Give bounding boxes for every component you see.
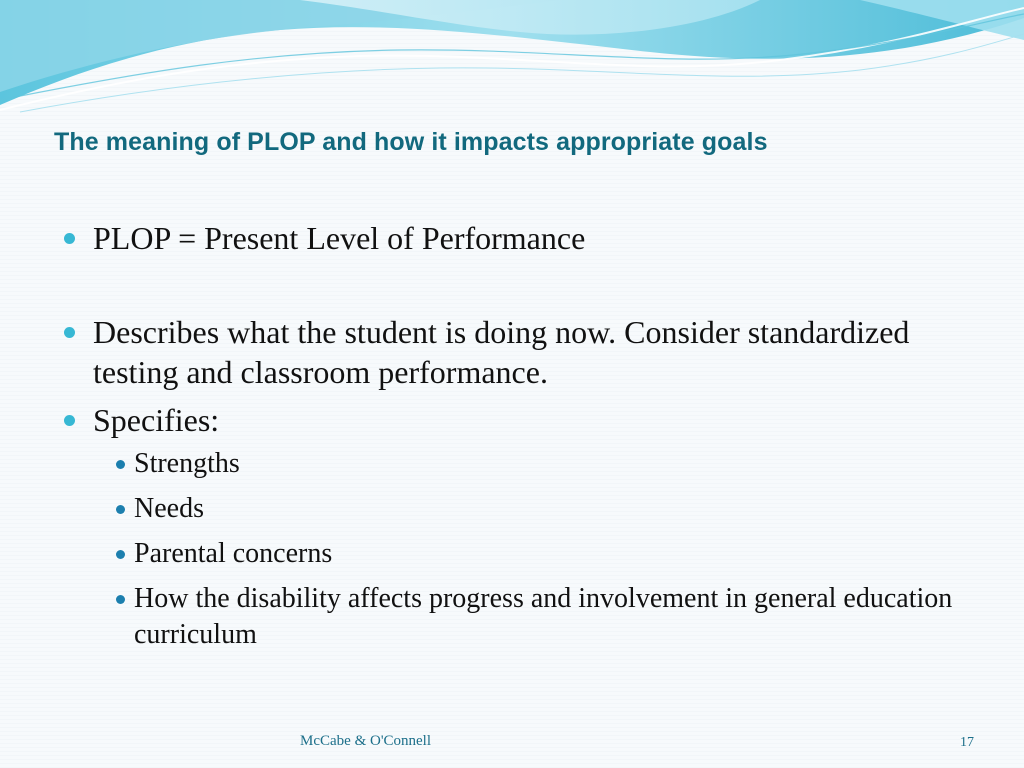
- footer-author: McCabe & O'Connell: [300, 733, 432, 749]
- bullet-dot-icon: [64, 415, 75, 426]
- bullet-dot-icon: [64, 233, 75, 244]
- bullet-text: Specifies:: [93, 402, 220, 438]
- sub-bullet-list: [93, 446, 960, 653]
- bullet-dot-icon: [64, 327, 75, 338]
- bullet-item: [60, 218, 960, 258]
- bullet-item: [60, 400, 960, 653]
- bullet-text: Describes what the student is doing now. Consider standardized testing and classroom performance.: [93, 314, 910, 390]
- sub-bullet-dot-icon: [116, 505, 125, 514]
- sub-bullet-item: [93, 581, 960, 653]
- slide-title: The meaning of PLOP and how it impacts appropriate goals: [54, 128, 768, 156]
- sub-bullet-dot-icon: [116, 460, 125, 469]
- sub-bullet-dot-icon: [116, 550, 125, 559]
- bullet-item: [60, 312, 960, 392]
- sub-bullet-text: Parental concerns: [134, 538, 333, 569]
- slide-number: 17: [960, 735, 974, 750]
- sub-bullet-item: [93, 491, 960, 527]
- sub-bullet-text: How the disability affects progress and involvement in general education curriculum: [134, 583, 953, 650]
- bullet-text: PLOP = Present Level of Performance: [93, 220, 586, 256]
- sub-bullet-text: Needs: [134, 493, 204, 524]
- sub-bullet-item: [93, 536, 960, 572]
- sub-bullet-item: [93, 446, 960, 482]
- wave-decoration: [0, 0, 1024, 120]
- bullet-list: [60, 218, 960, 662]
- sub-bullet-text: Strengths: [134, 448, 240, 479]
- sub-bullet-dot-icon: [116, 595, 125, 604]
